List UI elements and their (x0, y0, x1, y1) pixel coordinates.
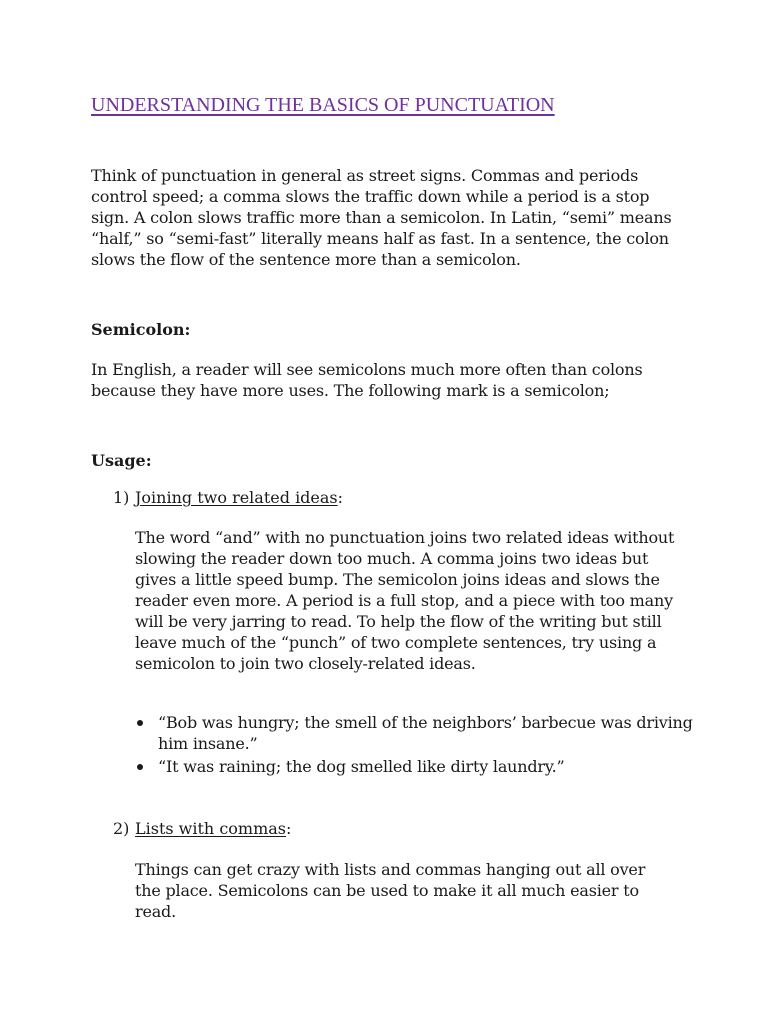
usage-heading: Usage: (91, 451, 152, 470)
example-text: “It was raining; the dog smelled like dirty laundry.” (158, 757, 565, 776)
usage-item-2-title: Lists with commas (135, 819, 286, 838)
usage-item-2-body: Things can get crazy with lists and commas hanging out all over the place. Semicolons can be used to make it all much easier to read. (135, 860, 646, 921)
usage-item-1-colon: : (337, 488, 344, 507)
usage-item-2-colon: : (286, 819, 292, 838)
bullet-icon (137, 764, 143, 770)
intro-paragraph: Think of punctuation in general as street signs. Commas and periods control speed; a comma slows the traffic down while a period is a stop sign. A colon slows traffic more than a semicolon. In Latin, “semi” means “half,” so “semi-fast” literally means half as fast. In a sentence, the colon slows the flow of the sentence more than a semicolon. (91, 166, 672, 269)
bullet-icon (137, 720, 143, 726)
usage-item-2-heading (113, 818, 291, 839)
usage-item-1-title: Joining two related ideas (135, 488, 338, 507)
document-title: UNDERSTANDING THE BASICS OF PUNCTUATION (91, 94, 555, 116)
semicolon-heading: Semicolon: (91, 320, 191, 339)
example-item (135, 756, 695, 777)
usage-item-1-number: 1) (113, 488, 130, 507)
example-list (135, 712, 695, 779)
example-item (135, 712, 695, 754)
usage-item-1-body: The word “and” with no punctuation joins two related ideas without slowing the reader down too much. A comma joins two ideas but gives a little speed bump. The semicolon joins ideas and slows the reader even more. A period is a full stop, and a piece with too many will be very jarring to read. To help the flow of the writing but still leave much of the “punch” of two complete sentences, try using a semicolon to join two closely-related ideas. (135, 528, 675, 673)
semicolon-paragraph: In English, a reader will see semicolons much more often than colons because they have more uses. The following mark is a semicolon; (91, 360, 643, 400)
example-text: “Bob was hungry; the smell of the neighbors’ barbecue was driving him insane.” (158, 713, 693, 753)
usage-item-1-heading (113, 487, 343, 508)
usage-item-2-number: 2) (113, 819, 130, 838)
